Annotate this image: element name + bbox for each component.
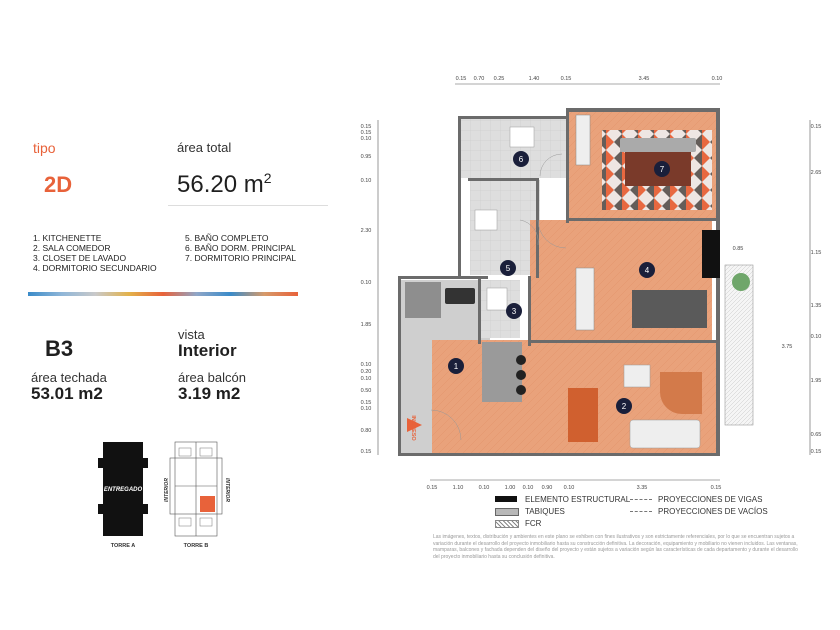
- vista-value: Interior: [178, 341, 237, 360]
- dim-label: 0.15: [455, 76, 467, 82]
- dim-label: 0.70: [473, 76, 485, 82]
- area-techada-value: 53.01 m2: [31, 384, 103, 403]
- legend-beams: PROYECCIONES DE VIGAS: [658, 495, 763, 504]
- tower-b-label: TORRE B: [183, 543, 209, 549]
- dim-label: 0.50: [360, 388, 372, 394]
- dim-label: 0.20: [360, 369, 372, 375]
- tower-a: [98, 442, 148, 549]
- legend-voids-line: [630, 511, 652, 512]
- stools: [516, 355, 526, 395]
- legend-voids: PROYECCIONES DE VACÍOS: [658, 507, 768, 516]
- entrance-label: INGRESO: [410, 415, 416, 441]
- tower-b-side-left: INTERIOR: [164, 478, 170, 502]
- dim-label: 3.75: [781, 344, 793, 350]
- dim-label: 0.10: [478, 485, 490, 491]
- divider: [168, 205, 328, 206]
- legend-fcr-swatch: [495, 520, 519, 528]
- vista-label: vista: [178, 327, 205, 342]
- room-item: 1. KITCHENETTE: [33, 233, 102, 243]
- dim-label: 1.10: [452, 485, 464, 491]
- shower-icon: [475, 210, 497, 230]
- svg-text:4: 4: [644, 266, 650, 275]
- dim-label: 1.95: [810, 378, 822, 384]
- dim-label: 0.15: [360, 400, 372, 406]
- tipo-label: tipo: [33, 140, 56, 156]
- room-item: 6. BAÑO DORM. PRINCIPAL: [185, 243, 296, 253]
- left-dimensions: [361, 120, 378, 455]
- dim-label: 0.10: [360, 178, 372, 184]
- room-item: 2. SALA COMEDOR: [33, 243, 111, 253]
- kitchen-island: [482, 342, 522, 402]
- room-item: 5. BAÑO COMPLETO: [185, 233, 269, 243]
- tower-a-label: TORRE A: [110, 543, 136, 549]
- sofa-icon: [630, 420, 700, 448]
- closet-icon: [576, 268, 594, 330]
- dim-label: 0.15: [810, 449, 822, 455]
- sink-icon: [510, 127, 534, 147]
- dim-label: 0.15: [710, 485, 722, 491]
- dim-label: 0.15: [560, 76, 572, 82]
- svg-text:5: 5: [505, 264, 511, 273]
- area-total-label: área total: [177, 140, 232, 155]
- area-techada-label: área techada: [31, 370, 107, 385]
- decorative-stripe: [28, 292, 298, 296]
- dim-label: 0.10: [711, 76, 723, 82]
- bed-secondary-icon: [632, 290, 707, 328]
- dim-label: 0.10: [360, 136, 372, 142]
- room-item: 7. DORMITORIO PRINCIPAL: [185, 253, 297, 263]
- dim-label: 0.65: [810, 432, 822, 438]
- plant-icon: [732, 273, 750, 291]
- dim-label: 3.45: [638, 76, 650, 82]
- tower-b: [164, 442, 230, 549]
- dim-label: 0.90: [541, 485, 553, 491]
- dim-label: 0.15: [360, 130, 372, 136]
- rooms-list-right: [185, 233, 296, 263]
- dim-label: 2.30: [360, 228, 372, 234]
- legend-beams-line: [630, 499, 652, 500]
- dim-label: 1.35: [810, 303, 822, 309]
- tipo-value: 2D: [44, 172, 73, 197]
- bottom-dimensions: [427, 480, 722, 491]
- dim-label: 1.85: [360, 322, 372, 328]
- dim-label: 0.25: [493, 76, 505, 82]
- tower-b-side-right: INTERIOR: [224, 478, 230, 502]
- armchair-icon: [624, 365, 650, 387]
- dim-label: 0.10: [360, 280, 372, 286]
- area-balcon-label: área balcón: [178, 370, 246, 385]
- dim-label: 0.10: [563, 485, 575, 491]
- floor-plan: [350, 70, 830, 491]
- legend-structural-swatch: [495, 496, 517, 502]
- legend-structural: ELEMENTO ESTRUCTURAL: [525, 495, 631, 504]
- structural-column: [702, 230, 720, 278]
- legend-partitions: TABIQUES: [525, 507, 565, 516]
- dim-label: 0.80: [360, 428, 372, 434]
- legend-fcr: FCR: [525, 519, 542, 528]
- unit-code: B3: [45, 336, 74, 361]
- svg-text:3: 3: [511, 307, 517, 316]
- highlighted-unit: [200, 496, 215, 512]
- dim-label: 0.10: [360, 406, 372, 412]
- top-dimensions: [455, 76, 722, 84]
- dim-label: 0.15: [360, 124, 372, 130]
- room-item: 4. DORMITORIO SECUNDARIO: [33, 263, 157, 273]
- dim-label: 0.15: [360, 449, 372, 455]
- room-item: 3. CLOSET DE LAVADO: [33, 253, 127, 263]
- disclaimer: Las imágenes, textos, distribución y ambientes en este plano se exhiben con fines ilustrativos y son estrictamente referenciales, por lo que se encuentran sujetos a variación durante el desarrollo del proyecto inmobiliario hasta su construcción definitiva. La decoración, equipamiento y mobiliario no vienen incluidos. Las ventanas, mamparas, balcones y fachada dependen del diseño del proyecto y están sujetos a variación según las características de cada departamento y durante el desarrollo del proyecto inmobiliario hasta su conclusión definitiva.: [433, 534, 798, 560]
- dim-label: 0.15: [810, 124, 822, 130]
- washer-icon: [487, 288, 507, 310]
- dim-label: 1.00: [504, 485, 516, 491]
- svg-text:6: 6: [518, 155, 524, 164]
- dim-label: 0.10: [810, 334, 822, 340]
- dining-table-icon: [568, 388, 598, 442]
- kitchen-counter: [405, 282, 441, 318]
- legend-partitions-swatch: [495, 508, 519, 516]
- dim-label: 0.85: [732, 246, 744, 252]
- area-balcon-value: 3.19 m2: [178, 384, 241, 403]
- dim-label: 0.95: [360, 154, 372, 160]
- area-total-value: 56.20 $m^2$: [177, 170, 272, 198]
- dim-label: 0.10: [360, 376, 372, 382]
- dim-label: 1.40: [528, 76, 540, 82]
- dim-label: 3.35: [636, 485, 648, 491]
- svg-text:2: 2: [621, 402, 627, 411]
- dim-label: 0.10: [522, 485, 534, 491]
- dim-label: 0.15: [426, 485, 438, 491]
- svg-text:1: 1: [453, 362, 459, 371]
- dim-label: 2.65: [810, 170, 822, 176]
- svg-text:7: 7: [659, 165, 665, 174]
- dim-label: 0.10: [360, 362, 372, 368]
- stove-icon: [445, 288, 475, 304]
- dim-label: 1.15: [810, 250, 822, 256]
- rooms-list-left: [33, 233, 157, 273]
- tower-a-status: ENTREGADO: [103, 487, 143, 493]
- tower-key-plan: [95, 438, 255, 553]
